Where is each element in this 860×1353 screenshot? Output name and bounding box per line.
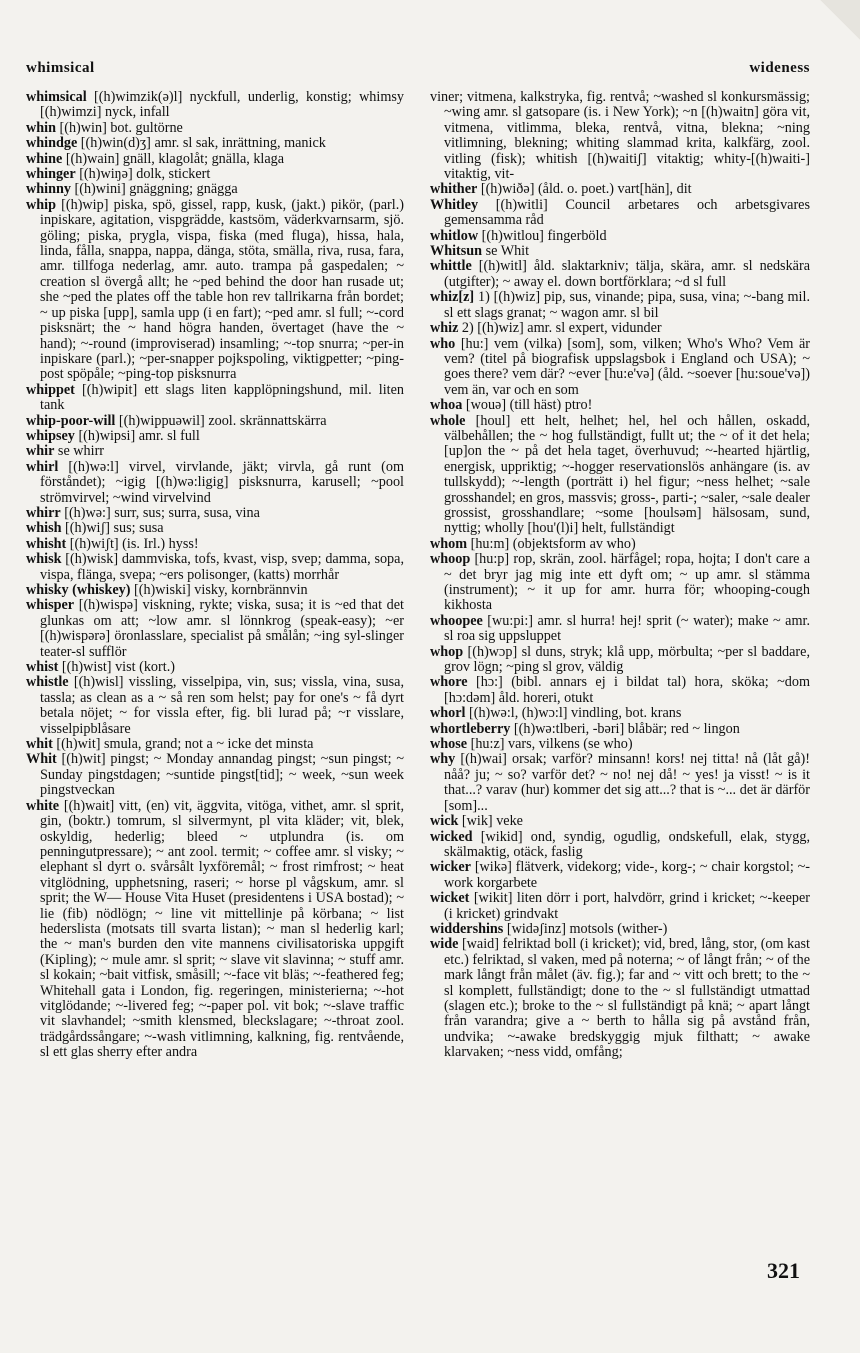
entry-headword: whisper xyxy=(26,597,75,614)
dictionary-entry xyxy=(430,937,810,1060)
dictionary-entry xyxy=(430,737,810,752)
dictionary-entry xyxy=(430,614,810,645)
entry-definition: [(h)wiski] visky, kornbrännvin xyxy=(130,582,308,598)
dictionary-entry xyxy=(430,321,810,336)
dictionary-entry xyxy=(430,706,810,721)
entry-definition: [(h)wist] vist (kort.) xyxy=(58,659,175,676)
entry-definition: [(h)wain] gnäll, klagolåt; gnälla, klaga xyxy=(62,150,285,167)
entry-headword: who xyxy=(430,335,456,352)
entry-headword: whit xyxy=(26,736,53,753)
dictionary-entry xyxy=(430,552,810,614)
dictionary-entry xyxy=(430,830,810,861)
dictionary-entry xyxy=(26,799,404,1061)
entry-headword: whirr xyxy=(26,504,61,521)
dictionary-entry xyxy=(430,860,810,891)
entry-definition: [(h)wipsi] amr. sl full xyxy=(74,427,200,444)
entry-headword: wick xyxy=(430,813,459,830)
entry-headword: whisht xyxy=(26,535,67,552)
entry-definition: [(h)wə:l, (h)wɔ:l] vindling, bot. krans xyxy=(465,705,682,722)
dictionary-entry xyxy=(26,552,404,583)
dictionary-entry xyxy=(430,398,810,413)
dictionary-entry xyxy=(430,229,810,244)
entry-headword: whir xyxy=(26,443,55,460)
entry-definition: [(h)wimzik(ə)l] nyckfull, underlig, konstig; whimsy [(h)wimzi] nyck, infall xyxy=(40,89,404,121)
dictionary-entry xyxy=(430,244,810,259)
dictionary-entry xyxy=(430,90,810,182)
dictionary-entry xyxy=(430,722,810,737)
entry-definition: [(h)wit] smula, grand; not a ~ icke det minsta xyxy=(52,736,314,753)
entry-headword: Whitsun xyxy=(430,243,483,260)
entry-headword: whistle xyxy=(26,674,69,691)
entry-definition: [(h)win(d)ʒ] amr. sl sak, inrättning, manick xyxy=(77,135,326,152)
dictionary-entry xyxy=(26,752,404,798)
dictionary-entry xyxy=(430,182,810,197)
entry-definition: 1) [(h)wiz] pip, sus, vinande; pipa, susa, vina; ~-bang mil. sl ett slags granat; ~ wagon amr. sl bil xyxy=(444,289,810,321)
entry-definition: [(h)wiʃ] sus; susa xyxy=(61,520,164,537)
entry-definition: [wikə] flätverk, videkorg; vide-, korg-; ~ chair korgstol; ~-work korgarbete xyxy=(444,859,810,891)
entry-headword: whine xyxy=(26,150,63,167)
entry-definition: [hu:m] (objektsform av who) xyxy=(467,535,636,552)
entry-headword: whimsical xyxy=(26,89,87,105)
entry-headword: why xyxy=(430,751,456,768)
entry-definition: [widəʃinz] motsols (wither-) xyxy=(503,920,668,937)
entry-definition: [(h)wiðə] (åld. o. poet.) vart[hän], dit xyxy=(477,181,692,198)
entry-definition: [hu:] vem (vilka) [som], som, vilken; Who's Who? Vem är vem? (titel på biografisk uppslagsbok i England och USA); ~ goes there? vem där? ~ever [hu:e'və] (åld. ~soever [hu:soue'və]) vem än, var och en som xyxy=(444,335,810,398)
dictionary-entry xyxy=(26,521,404,536)
entry-definition: [(h)wə:] surr, sus; surra, susa, vina xyxy=(60,504,260,521)
entry-headword: whisk xyxy=(26,551,62,568)
entry-definition: [(h)wispə] viskning, rykte; viska, susa; it is ~ed that det glunkas om att; ~low amr. sl lönnkrog (speak-easy); ~er [(h)wispərə] öronlasslare, specialist på smålån; ~ing syl-slinger teater-sl sufflör xyxy=(40,597,404,660)
dictionary-entry xyxy=(430,891,810,922)
entry-headword: whippet xyxy=(26,381,75,398)
right-column xyxy=(430,90,810,1061)
entry-headword: whist xyxy=(26,659,59,676)
entry-headword: whop xyxy=(430,643,464,660)
right-guide-word: wideness xyxy=(749,60,810,76)
entry-headword: whinger xyxy=(26,166,76,183)
entry-definition: [(h)wait] vitt, (en) vit, äggvita, vitöga, vithet, amr. sl sprit, gin, (boktr.) tomrum, sl silvermynt, pl vita kläder; vit, blek, oskyldig, hederlig; bleed ~ utplundra (is. om penningutpressare); ~ ant zool. termit; ~ coffee amr. sl visky; ~ elephant sl dyrt o. svårsålt lyxföremål; ~ frost rimfrost; ~ heat vitglödning, upphetsning, raseri; ~ horse pl vågskum, amr. sl sprit; the W— House Vita Huset (presidentens i USA bostad); ~ lie (fib) nödlögn; ~ line vit mittellinje på körbana; ~ list hederslista (motsats till svarta listan); ~ man sl hederlig karl; the ~ man's burden den vite mannens civilisatoriska uppgift (Kipling); ~ mule amr. sl sprit; ~ slave vit slavinna; ~ stuff amr. sl kokain; ~bait vitfisk, småsill; ~-face vit bläs; ~-feathered feg; Whitehall gata i London, fig. regeringen, ministerierna; ~-hot vitglödande; ~-livered feg; ~-paper pol. vit bok; ~-slave traffic vit slavhandel; ~smith klensmed, bleckslagare; ~-throat zool. trädgårdssångare; ~-wash vitlimning, kalkning, fig. rentvående, sl ett glas sherry efter andra xyxy=(40,797,404,1061)
entry-headword: wicker xyxy=(430,859,471,876)
dictionary-entry xyxy=(26,136,404,151)
running-header xyxy=(26,60,810,82)
entry-definition: [houl] ett helt, helhet; hel, hel och hållen, oskadd, välbehållen; the ~ hog fullständigt, fullt ut; the ~ of it det hela; [up]on the ~ på det hela taget, överhuvud; ~-hearted hjärtlig, energisk, uppriktig; ~-hogger reservationslös anhängare (is. av tullskydd); ~-length (porträtt i) hel figur; ~ness helhet; ~sale grosshandel; en gros, massvis; gross-, parti-; ~saler, ~sale dealer grossist, grosshandlare; ~some [houlsəm] hälsosam, sund, nyttig; wholly [hou'(l)i] helt, fullständigt xyxy=(444,412,810,537)
dictionary-entry xyxy=(26,583,404,598)
dictionary-entry xyxy=(26,506,404,521)
dictionary-entry xyxy=(26,598,404,660)
entry-headword: wicket xyxy=(430,890,470,907)
entry-headword: whipsey xyxy=(26,427,75,444)
left-column xyxy=(26,90,404,1061)
entry-definition: [(h)wə:l] virvel, virvlande, jäkt; virvla, gå runt (om förståndet); ~igig [(h)wə:ligig] pisksnurra, karusell; ~pool strömvirvel; ~wind virvelvind xyxy=(40,458,404,506)
entry-headword: wide xyxy=(430,936,459,953)
entry-headword: whinny xyxy=(26,181,71,198)
entry-headword: whindge xyxy=(26,135,78,152)
entry-headword: whittle xyxy=(430,258,472,275)
dictionary-entry xyxy=(430,414,810,537)
entry-definition: [hɔ:] (bibl. annars ej i bildat tal) hora, sköka; ~dom [hɔ:dəm] åld. horeri, otukt xyxy=(444,674,810,706)
dictionary-entry xyxy=(430,645,810,676)
entry-headword: whish xyxy=(26,520,62,537)
entry-definition: [(h)wipit] ett slags liten kapplöpningshund, mil. liten tank xyxy=(40,381,404,414)
dictionary-entry xyxy=(430,259,810,290)
entry-headword: whoopee xyxy=(430,612,483,629)
entry-headword: whiz xyxy=(430,320,459,337)
entry-definition: [(h)wisk] dammviska, tofs, kvast, visp, svep; damma, sopa, vispa, flänga, svepa; ~ers polisonger, (katts) morrhår xyxy=(40,551,404,583)
dictionary-entry xyxy=(26,90,404,121)
entry-headword: Whit xyxy=(26,751,57,768)
entry-definition: [(h)witl] åld. slaktarkniv; tälja, skära, amr. sl nedskära (utgifter); ~ away el. down bortförklara; ~d sl full xyxy=(444,258,810,290)
dictionary-entry xyxy=(26,198,404,383)
dictionary-entry xyxy=(26,675,404,737)
entry-headword: whoa xyxy=(430,397,463,414)
dictionary-entry xyxy=(430,198,810,229)
entry-definition: [(h)wɔp] sl duns, stryk; klå upp, mörbulta; ~per sl baddare, grov lögn; ~ping sl grov, väldig xyxy=(444,643,810,676)
entry-definition: [(h)wisl] vissling, visselpipa, vin, sus; vissla, vina, susa, tassla; as clean as a ~ så ren som helst; pay for one's ~ få dyrt betala nöjet; ~ for vissla efter, fig. bli lurad på; ~r visslare, visselpipblåsare xyxy=(40,674,404,737)
entry-definition: [(h)witli] Council arbetares och arbetsgivares gemensamma råd xyxy=(444,196,810,229)
dictionary-entry xyxy=(26,660,404,675)
dictionary-entry xyxy=(26,152,404,167)
entry-definition: [(h)wiŋə] dolk, stickert xyxy=(75,166,211,183)
entry-headword: whisky (whiskey) xyxy=(26,582,131,598)
dictionary-entry xyxy=(26,444,404,459)
entry-headword: whiz[z] xyxy=(430,289,475,306)
entry-definition: viner; vitmena, kalkstryka, fig. rentvå; ~washed sl konkursmässig; ~wing amr. sl gatsopare (is. i New York); ~n [(h)waitn] göra vit, vitmena, vitlimma, bleka, rentvå, vitna, blekna; ~ning vitlimning, blekning; whiting slammad krita, kalkfärg, zool. vitling (fisk); whitish [(h)waitiʃ] vitaktig; whity-[(h)waiti-] vitaktig, vit- xyxy=(430,89,810,183)
dictionary-entry xyxy=(26,167,404,182)
entry-definition: [wouə] (till häst) ptro! xyxy=(462,397,593,414)
entry-headword: whore xyxy=(430,674,468,691)
dictionary-entry xyxy=(26,737,404,752)
entry-headword: whorl xyxy=(430,705,466,722)
entry-headword: widdershins xyxy=(430,920,504,937)
dictionary-entry xyxy=(26,537,404,552)
entry-definition: [(h)wiʃt] (is. Irl.) hyss! xyxy=(66,535,199,552)
entry-headword: whin xyxy=(26,119,56,136)
entry-definition: se whirr xyxy=(54,443,105,460)
entry-definition: [(h)win] bot. gultörne xyxy=(55,119,183,136)
entry-definition: 2) [(h)wiz] amr. sl expert, vidunder xyxy=(458,320,662,337)
entry-definition: [wikit] liten dörr i port, halvdörr, grind i kricket; ~-keeper (i kricket) grindvakt xyxy=(444,890,810,922)
entry-headword: whoop xyxy=(430,551,471,568)
entry-headword: whip xyxy=(26,196,56,213)
entry-definition: [(h)witlou] fingerböld xyxy=(478,227,607,244)
dictionary-entry xyxy=(430,675,810,706)
entry-definition: [hu:z] vars, vilkens (se who) xyxy=(467,736,633,753)
entry-headword: whom xyxy=(430,535,468,552)
dictionary-entry xyxy=(430,290,810,321)
entry-definition: [wu:pi:] amr. sl hurra! hej! sprit (~ water); make ~ amr. sl roa sig uppsluppet xyxy=(444,612,810,645)
dictionary-entry xyxy=(26,414,404,429)
page-number: 321 xyxy=(767,1258,800,1283)
entry-headword: whirl xyxy=(26,458,59,475)
entry-headword: whitlow xyxy=(430,227,479,244)
entry-definition: [wik] veke xyxy=(458,813,523,830)
dictionary-entry xyxy=(430,752,810,814)
entry-definition: [(h)wip] piska, spö, gissel, rapp, kusk, (jakt.) pikör, (parl.) inpiskare, agitation, vispgrädde, kastsöm, väderkvarnsarm, sjö. göling; piska, prygla, vispa, fiska (med fluga), hissa, hala, linda, fålla, snappa, nappa, dänga, stöta, smälla, riva, rusa, fara, amr. tillfoga nederlag, amr. auto. trampa på gaspedalen; ~ creation sl övergå allt; he ~ped behind the door han rusade ut; she ~ped the plates off the table hon rev tallrikarna från bordet; ~ up piska [upp], samla upp (i en fart); ~ped amr. sl full; ~-cord pisksnärt; the ~ hand högra handen, övertaget (have the ~ hand); ~-round (improviserad) insamling; ~-top snurra; ~per-in inpiskare (parl.); ~per-snapper pojkspoling, viktigpetter; ~ping-post spöpåle; ~ping-top pisksnurra xyxy=(40,196,404,383)
left-guide-word: whimsical xyxy=(26,60,95,76)
entry-definition: [(h)wippuəwil] zool. skrännattskärra xyxy=(115,412,327,429)
entry-definition: se Whit xyxy=(482,243,530,260)
dictionary-entry xyxy=(430,537,810,552)
entry-headword: Whitley xyxy=(430,196,479,213)
dictionary-entry xyxy=(26,429,404,444)
entry-headword: whither xyxy=(430,181,478,198)
entry-definition: [(h)wit] pingst; ~ Monday annandag pingst; ~sun pingst; ~ Sunday pingstdagen; ~suntide pingst[tid]; ~ week, ~sun week pingstveckan xyxy=(40,751,404,799)
entry-headword: white xyxy=(26,797,60,814)
dictionary-entry xyxy=(430,814,810,829)
entry-definition: [hu:p] rop, skrän, zool. härfågel; ropa, hojta; I don't care a ~ det bryr jag mig inte ett dyft om; ~ up amr. sl stämma (instrument); ~ it up for amr. hurra för; whooping-cough kikhosta xyxy=(444,551,810,614)
dictionary-entry xyxy=(26,182,404,197)
dictionary-entry xyxy=(430,922,810,937)
entry-definition: [(h)wini] gnäggning; gnägga xyxy=(70,181,238,198)
dictionary-entry xyxy=(26,121,404,136)
dictionary-entry xyxy=(26,460,404,506)
entry-definition: [waid] felriktad boll (i kricket); vid, bred, lång, stor, (om kast etc.) felriktad, sl vaken, med på noterna; ~ of långt från; ~ of the mark långt från målet (äv. fig.); far and ~ vitt och brett; to the ~ sl komplett, fullständigt; done to the ~ sl fullständigt utmattad (slagen etc.); broke to the ~ sl fullständigt på knä; ~ apart långt från varandra; give a ~ berth to hålla sig på avstånd från, undvika; ~-awake bredskyggig mjuk filthatt; ~ awake klarvaken; ~ness vidd, omfång; xyxy=(444,936,810,1061)
dictionary-entry xyxy=(26,383,404,414)
entry-headword: whip-poor-will xyxy=(26,412,116,429)
entry-definition: [wikid] ond, syndig, ogudlig, ondskefull, elak, stygg, skälmaktig, otäck, faslig xyxy=(444,828,810,860)
entry-definition: [(h)wə:tlberi, -bəri] blåbär; red ~ lingon xyxy=(510,720,740,737)
entry-headword: whole xyxy=(430,412,466,429)
entry-definition: [(h)wai] orsak; varför? minsann! kors! nej titta! nå (låt gå)! nåå? ju; ~ so? varför det? ~ no! nej då! ~ yes! ja visst! ~ is it that...? varav (hur) kommer det sig att...? that is ~... det är därför [som]... xyxy=(444,751,810,814)
entry-headword: whortleberry xyxy=(430,720,511,737)
entry-headword: wicked xyxy=(430,828,473,845)
page-corner-fold xyxy=(820,0,860,40)
dictionary-entry xyxy=(430,337,810,399)
entry-headword: whose xyxy=(430,736,468,753)
